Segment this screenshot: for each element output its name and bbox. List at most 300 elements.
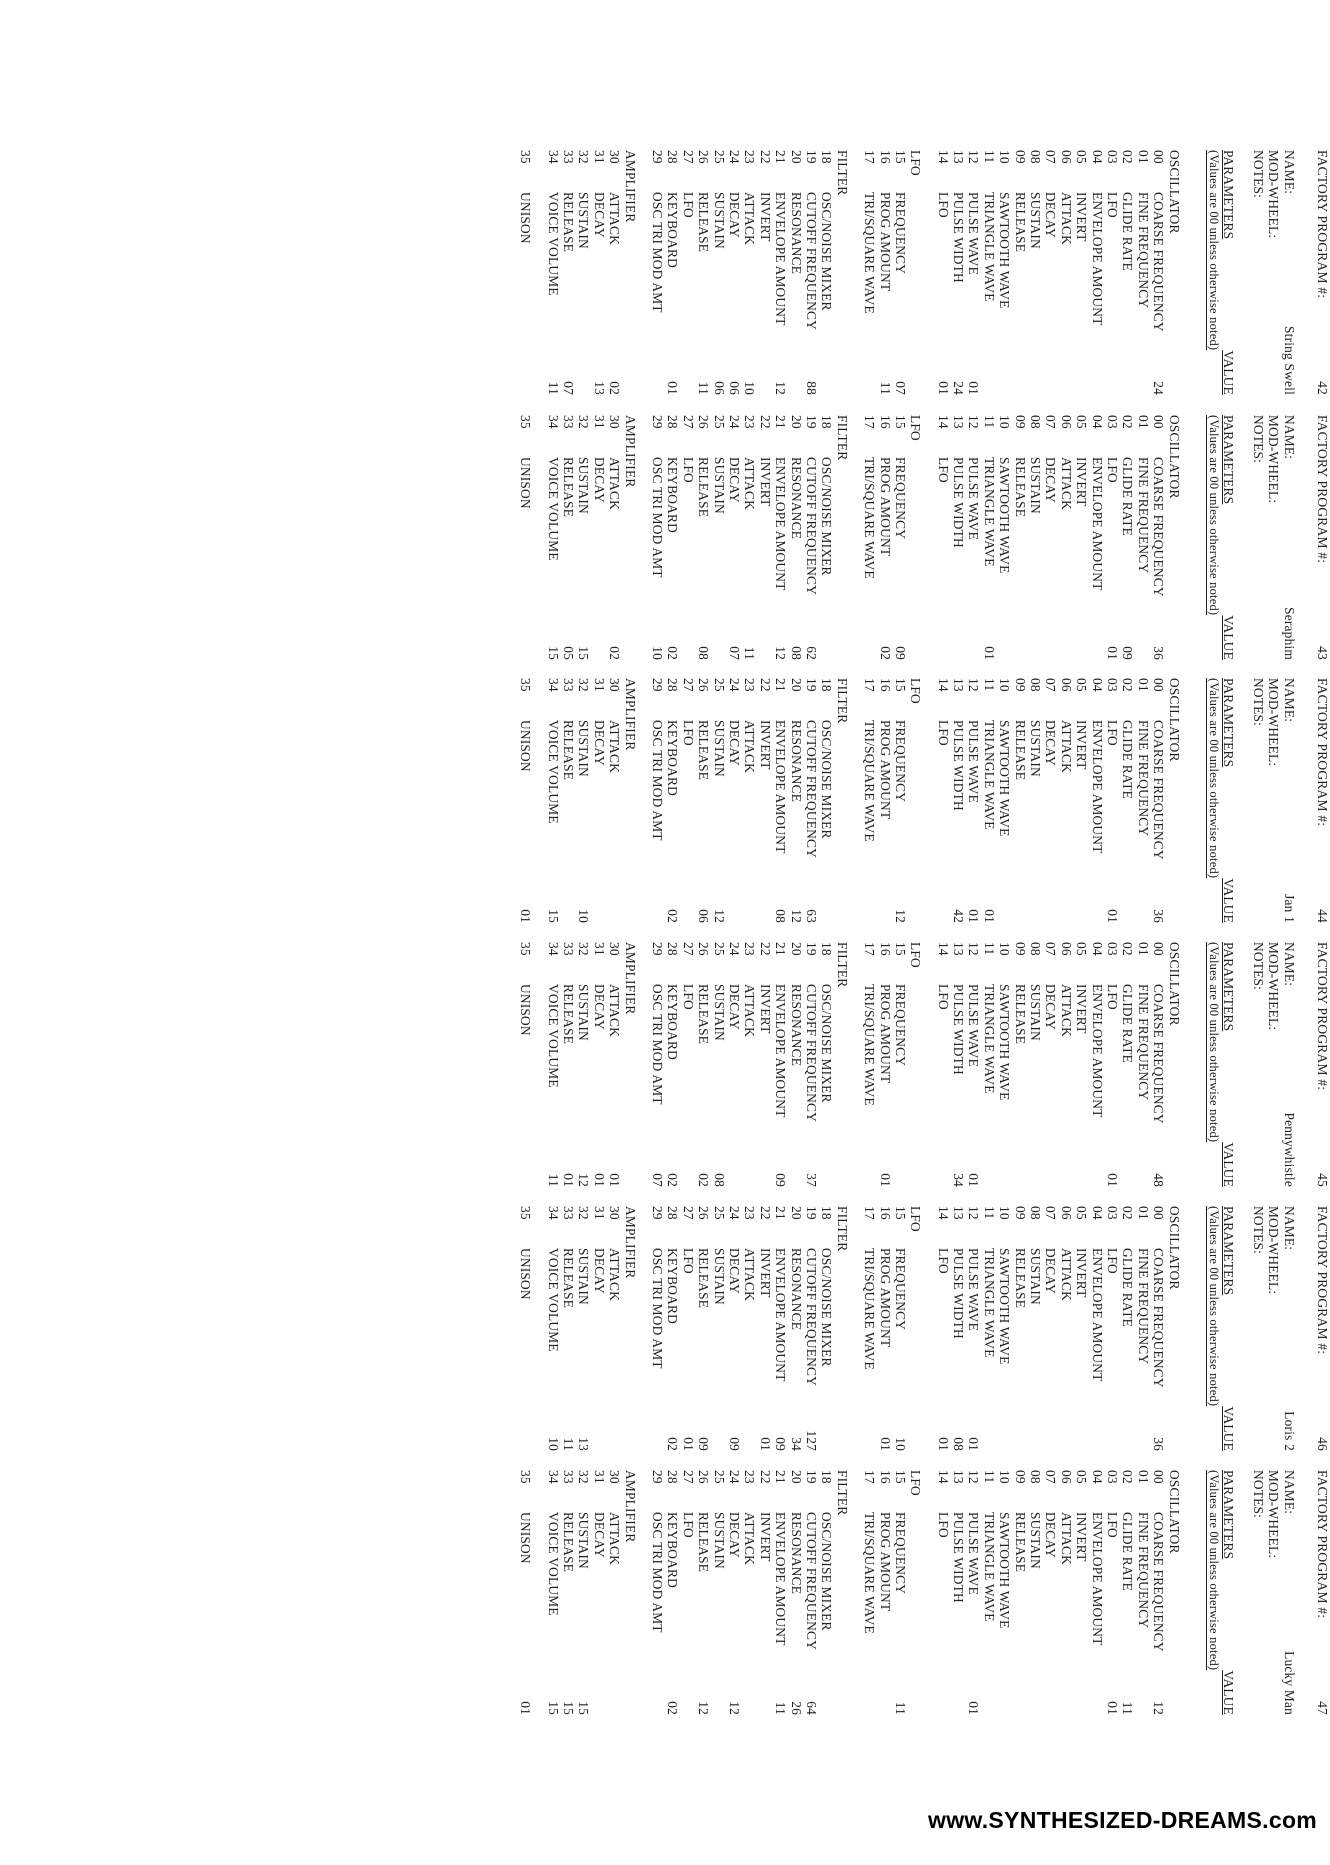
parameter-value — [1120, 1423, 1135, 1451]
parameter-name: COARSE FREQUENCY — [1151, 1512, 1167, 1652]
parameter-name: INVERT — [757, 1248, 773, 1298]
section-title — [1166, 678, 1181, 923]
parameter-name: SUSTAIN — [1028, 192, 1044, 249]
parameter-row — [1074, 678, 1089, 923]
parameter-number: 31 — [591, 415, 607, 429]
parameter-name: ATTACK — [1058, 720, 1074, 773]
parameter-number: 08 — [1028, 942, 1044, 956]
values-note-text: (Values are 00 unless otherwise noted) — [1206, 1470, 1221, 1671]
parameter-name: DECAY — [591, 720, 607, 766]
parameter-number: 12 — [966, 678, 982, 692]
parameter-name: DECAY — [727, 1512, 743, 1558]
parameter-number: 33 — [561, 415, 577, 429]
parameter-number: 17 — [862, 942, 878, 956]
parameters-header — [1221, 415, 1236, 660]
parameter-name: INVERT — [1074, 1512, 1090, 1562]
parameter-value: 02 — [665, 1437, 681, 1451]
program-label: FACTORY PROGRAM #: — [1315, 1470, 1330, 1619]
parameter-name: VOICE VOLUME — [545, 1248, 561, 1352]
values-note — [1206, 415, 1221, 660]
parameter-row — [561, 1470, 576, 1715]
parameter-value — [1043, 1159, 1058, 1187]
parameter-row — [1151, 1470, 1166, 1715]
parameter-row — [981, 415, 996, 660]
parameter-row — [1028, 150, 1043, 395]
parameter-name: RELEASE — [696, 192, 712, 253]
parameter-number: 18 — [819, 1470, 835, 1484]
section-name: AMPLIFIER — [622, 415, 638, 488]
value-label: VALUE — [1221, 878, 1237, 923]
parameter-number: 26 — [696, 942, 712, 956]
parameter-name: UNISON — [518, 192, 534, 244]
parameter-row — [696, 1470, 711, 1715]
parameter-row — [680, 1470, 695, 1715]
parameter-row — [819, 1470, 834, 1715]
parameter-name: DECAY — [591, 1248, 607, 1294]
parameter-name: RELEASE — [1012, 1512, 1028, 1573]
parameter-name: OSC/NOISE MIXER — [819, 457, 835, 576]
parameter-name: GLIDE RATE — [1120, 720, 1136, 799]
parameter-row — [1135, 415, 1150, 660]
parameter-number: 29 — [650, 415, 666, 429]
parameter-number: 09 — [1012, 415, 1028, 429]
parameter-row — [742, 150, 757, 395]
parameter-name: LFO — [935, 457, 951, 483]
parameter-value — [862, 895, 877, 923]
parameter-name: DECAY — [727, 720, 743, 766]
parameter-number: 11 — [981, 942, 997, 956]
notes-label: NOTES: — [1250, 150, 1266, 199]
parameter-number: 06 — [1058, 150, 1074, 164]
parameter-value — [1043, 1423, 1058, 1451]
parameter-name: KEYBOARD — [665, 1248, 681, 1324]
parameter-name: RELEASE — [1012, 457, 1028, 518]
program-header — [1315, 415, 1330, 660]
parameter-name: OSC/NOISE MIXER — [819, 720, 835, 839]
parameter-row — [1105, 1470, 1120, 1715]
parameter-name: RESONANCE — [788, 984, 804, 1067]
parameter-number: 35 — [518, 415, 534, 429]
parameter-value — [935, 1687, 950, 1715]
parameter-number: 15 — [892, 942, 908, 956]
parameter-value: 01 — [1105, 1173, 1120, 1187]
parameter-name: SUSTAIN — [711, 457, 727, 514]
parameter-number: 13 — [951, 678, 967, 692]
parameter-value: 36 — [1151, 909, 1167, 923]
parameter-value — [742, 1687, 757, 1715]
parameter-name: UNISON — [518, 457, 534, 509]
parameter-name: ENVELOPE AMOUNT — [1089, 720, 1105, 854]
parameter-value — [877, 895, 892, 923]
parameter-name: VOICE VOLUME — [545, 192, 561, 296]
parameter-value — [997, 632, 1012, 660]
parameter-value: 11 — [561, 1437, 577, 1451]
parameter-number: 26 — [696, 150, 712, 164]
parameter-value: 12 — [773, 646, 789, 660]
parameter-row — [561, 1206, 576, 1451]
parameter-number: 04 — [1089, 678, 1105, 692]
parameter-value: 64 — [803, 1701, 819, 1715]
parameter-value — [680, 367, 695, 395]
parameter-value: 08 — [788, 646, 804, 660]
parameter-row — [1089, 1206, 1104, 1451]
parameter-row — [545, 150, 560, 395]
parameter-number: 03 — [1105, 150, 1120, 164]
parameter-name: ENVELOPE AMOUNT — [1089, 1248, 1105, 1382]
parameter-number: 02 — [1120, 1206, 1136, 1220]
parameter-value — [742, 1423, 757, 1451]
parameter-name: UNISON — [518, 984, 534, 1036]
parameter-row — [561, 150, 576, 395]
parameter-number: 11 — [981, 678, 997, 692]
program-header — [1315, 1470, 1330, 1715]
section-gap — [923, 942, 935, 1187]
parameter-number: 35 — [518, 150, 534, 164]
parameter-name: TRIANGLE WAVE — [981, 1248, 997, 1358]
parameter-number: 12 — [966, 1470, 982, 1484]
parameter-number: 05 — [1074, 150, 1090, 164]
parameter-row — [665, 150, 680, 395]
parameter-value: 48 — [1151, 1173, 1167, 1187]
values-note — [1206, 678, 1221, 923]
parameter-number: 22 — [757, 1206, 773, 1220]
parameter-name: ATTACK — [742, 1248, 758, 1301]
section-gap — [850, 678, 862, 923]
parameter-row — [1012, 942, 1027, 1187]
parameter-row — [711, 942, 726, 1187]
parameter-value — [1074, 1159, 1089, 1187]
parameter-row — [1074, 415, 1089, 660]
section-title — [908, 415, 923, 660]
parameter-number: 01 — [1135, 678, 1151, 692]
parameter-number: 04 — [1089, 415, 1105, 429]
parameter-name: ATTACK — [1058, 1512, 1074, 1565]
parameter-number: 07 — [1043, 150, 1059, 164]
parameter-value: 12 — [711, 909, 727, 923]
parameter-name: LFO — [935, 720, 951, 746]
parameter-name: PULSE WAVE — [966, 192, 982, 275]
parameter-name: CUTOFF FREQUENCY — [803, 192, 819, 331]
parameter-number: 28 — [665, 942, 681, 956]
parameter-row — [935, 150, 950, 395]
parameter-number: 06 — [1058, 942, 1074, 956]
parameter-value — [877, 1687, 892, 1715]
parameter-name: CUTOFF FREQUENCY — [803, 1248, 819, 1387]
values-note-text: (Values are 00 unless otherwise noted) — [1206, 150, 1221, 351]
parameter-value — [607, 1423, 622, 1451]
name-row — [1281, 1470, 1296, 1715]
parameter-name: DECAY — [727, 984, 743, 1030]
parameter-row — [981, 150, 996, 395]
parameter-row — [696, 150, 711, 395]
parameter-name: COARSE FREQUENCY — [1151, 984, 1167, 1124]
parameter-value — [1089, 1423, 1104, 1451]
parameter-value: 11 — [892, 1701, 908, 1715]
notes-row — [1250, 150, 1265, 395]
parameter-value — [650, 1423, 665, 1451]
parameter-number: 16 — [877, 678, 893, 692]
parameter-value: 09 — [773, 1173, 789, 1187]
parameter-row — [1135, 678, 1150, 923]
parameter-row — [788, 942, 803, 1187]
parameter-number: 31 — [591, 678, 607, 692]
parameter-value: 01 — [1105, 646, 1120, 660]
parameter-value: 01 — [591, 1173, 607, 1187]
parameter-name: CUTOFF FREQUENCY — [803, 984, 819, 1123]
parameter-name: DECAY — [1043, 1248, 1059, 1294]
parameter-row — [804, 150, 819, 395]
parameter-name: DECAY — [591, 192, 607, 238]
parameter-number: 19 — [803, 1206, 819, 1220]
section-gap — [923, 1206, 935, 1451]
parameter-row — [665, 1470, 680, 1715]
parameter-row — [773, 150, 788, 395]
parameter-value: 63 — [803, 909, 819, 923]
parameter-name: VOICE VOLUME — [545, 984, 561, 1088]
parameter-name: LFO — [680, 1512, 696, 1538]
parameter-value — [518, 1159, 533, 1187]
parameter-number: 33 — [561, 1206, 577, 1220]
parameter-row — [1089, 942, 1104, 1187]
parameter-number: 14 — [935, 678, 951, 692]
parameter-row — [592, 415, 607, 660]
parameter-row — [1074, 942, 1089, 1187]
parameter-number: 25 — [711, 1206, 727, 1220]
parameter-row — [1135, 942, 1150, 1187]
parameter-name: SUSTAIN — [711, 1512, 727, 1569]
parameter-number: 01 — [1135, 1470, 1151, 1484]
parameter-value — [757, 1159, 772, 1187]
parameter-value — [1074, 1423, 1089, 1451]
parameter-value — [1120, 895, 1135, 923]
parameter-row — [696, 415, 711, 660]
parameter-name: ENVELOPE AMOUNT — [1089, 457, 1105, 591]
parameter-number: 35 — [518, 942, 534, 956]
parameter-row — [1058, 678, 1073, 923]
parameter-name: FREQUENCY — [892, 720, 908, 803]
parameter-name: SUSTAIN — [576, 1512, 592, 1569]
parameter-name: ATTACK — [607, 457, 623, 510]
parameter-row — [711, 1470, 726, 1715]
section-name: OSCILLATOR — [1166, 1206, 1182, 1290]
parameter-number: 07 — [1043, 415, 1059, 429]
parameter-row — [1151, 150, 1166, 395]
parameter-value — [819, 895, 834, 923]
section-title — [908, 942, 923, 1187]
parameter-number: 30 — [607, 678, 623, 692]
section-name: FILTER — [834, 415, 850, 461]
parameter-name: PULSE WIDTH — [951, 1248, 967, 1339]
parameter-value — [518, 1423, 533, 1451]
parameter-value — [592, 632, 607, 660]
parameter-name: RELEASE — [696, 720, 712, 781]
parameter-number: 09 — [1012, 678, 1028, 692]
parameter-row — [935, 1206, 950, 1451]
parameter-row — [650, 1470, 665, 1715]
parameter-number: 32 — [576, 1206, 592, 1220]
parameter-row — [545, 415, 560, 660]
parameter-number: 12 — [966, 415, 982, 429]
parameter-value — [981, 1687, 996, 1715]
mod-wheel-label: MOD-WHEEL: — [1266, 678, 1282, 767]
parameter-name: DECAY — [1043, 720, 1059, 766]
parameter-number: 16 — [877, 150, 893, 164]
parameter-number: 26 — [696, 678, 712, 692]
parameter-value: 01 — [680, 1437, 696, 1451]
parameter-name: RELEASE — [696, 1248, 712, 1309]
parameter-value — [981, 367, 996, 395]
program-number: 44 — [1315, 909, 1330, 923]
parameter-row — [1120, 1206, 1135, 1451]
program-header — [1315, 1206, 1330, 1451]
parameters-header — [1221, 1206, 1236, 1451]
section-gap — [923, 150, 935, 395]
parameter-name: VOICE VOLUME — [545, 720, 561, 824]
parameter-row — [893, 678, 908, 923]
parameter-name: UNISON — [518, 720, 534, 772]
parameter-value — [711, 1687, 726, 1715]
parameter-name: ATTACK — [742, 1512, 758, 1565]
parameter-name: TRIANGLE WAVE — [981, 1512, 997, 1622]
parameter-row — [607, 1206, 622, 1451]
parameter-number: 23 — [742, 678, 758, 692]
parameter-number: 12 — [966, 942, 982, 956]
parameter-value — [1135, 1159, 1150, 1187]
parameter-row — [1105, 415, 1120, 660]
parameter-row — [711, 1206, 726, 1451]
parameter-number: 29 — [650, 150, 666, 164]
parameter-row — [935, 678, 950, 923]
parameter-name: SUSTAIN — [576, 1248, 592, 1305]
parameter-number: 23 — [742, 150, 758, 164]
parameter-row — [862, 942, 877, 1187]
parameter-row — [1028, 942, 1043, 1187]
program-sheet — [380, 1206, 1330, 1451]
parameter-value — [1074, 367, 1089, 395]
parameter-number: 15 — [892, 415, 908, 429]
parameter-row — [757, 1470, 772, 1715]
parameter-row — [680, 150, 695, 395]
parameter-number: 07 — [1043, 1470, 1059, 1484]
parameter-value — [862, 632, 877, 660]
parameter-value: 12 — [788, 909, 804, 923]
parameter-value — [1058, 895, 1073, 923]
parameter-number: 34 — [545, 150, 561, 164]
parameter-name: LFO — [935, 1248, 951, 1274]
parameter-name: SUSTAIN — [576, 457, 592, 514]
parameters-label: PARAMETERS — [1221, 678, 1237, 768]
section-title — [622, 678, 637, 923]
parameter-name: ENVELOPE AMOUNT — [773, 984, 789, 1118]
parameter-number: 31 — [591, 1206, 607, 1220]
program-header — [1315, 942, 1330, 1187]
parameter-row — [727, 1206, 742, 1451]
parameter-value: 36 — [1151, 646, 1167, 660]
mod-wheel-label: MOD-WHEEL: — [1266, 150, 1282, 239]
parameter-number: 13 — [951, 1206, 967, 1220]
section-gap — [850, 1470, 862, 1715]
parameter-name: OSC TRI MOD AMT — [650, 192, 666, 313]
parameter-name: PULSE WAVE — [966, 457, 982, 540]
parameter-number: 32 — [576, 942, 592, 956]
parameter-number: 26 — [696, 1206, 712, 1220]
parameter-number: 31 — [591, 1470, 607, 1484]
parameter-value — [1089, 367, 1104, 395]
section-name: FILTER — [834, 942, 850, 988]
parameter-value: 09 — [727, 1437, 743, 1451]
parameter-number: 25 — [711, 415, 727, 429]
parameter-name: RELEASE — [1012, 192, 1028, 253]
parameter-name: TRIANGLE WAVE — [981, 192, 997, 302]
parameter-name: DECAY — [591, 984, 607, 1030]
name-label: NAME: — [1281, 1470, 1297, 1515]
program-label: FACTORY PROGRAM #: — [1315, 150, 1330, 299]
parameter-value: 01 — [665, 381, 681, 395]
parameter-row — [650, 1206, 665, 1451]
parameter-value: 01 — [877, 1437, 893, 1451]
parameter-name: SAWTOOTH WAVE — [997, 1248, 1013, 1365]
parameter-value: 07 — [727, 646, 743, 660]
parameter-number: 08 — [1028, 150, 1044, 164]
parameter-row — [711, 415, 726, 660]
section-gap — [533, 1470, 545, 1715]
section-name: FILTER — [834, 678, 850, 724]
parameter-row — [592, 942, 607, 1187]
mod-wheel-row — [1266, 942, 1281, 1187]
parameter-row — [862, 150, 877, 395]
parameter-name: RELEASE — [561, 720, 577, 781]
parameter-number: 25 — [711, 678, 727, 692]
section-gap — [1182, 1470, 1194, 1715]
parameter-value: 02 — [665, 1173, 681, 1187]
parameter-number: 29 — [650, 1206, 666, 1220]
program-label: FACTORY PROGRAM #: — [1315, 1206, 1330, 1355]
program-number: 42 — [1315, 381, 1330, 395]
parameter-name: DECAY — [727, 192, 743, 238]
parameter-number: 05 — [1074, 415, 1090, 429]
parameter-number: 04 — [1089, 1470, 1105, 1484]
parameter-row — [1105, 1206, 1120, 1451]
parameter-number: 05 — [1074, 1206, 1090, 1220]
parameter-name: VOICE VOLUME — [545, 1512, 561, 1616]
parameter-value: 08 — [711, 1173, 727, 1187]
section-name: LFO — [908, 150, 924, 176]
parameter-name: SAWTOOTH WAVE — [997, 720, 1013, 837]
parameter-name: PROG AMOUNT — [877, 1512, 893, 1612]
parameter-name: SUSTAIN — [1028, 457, 1044, 514]
parameter-value: 07 — [892, 381, 908, 395]
parameter-value: 02 — [877, 646, 893, 660]
parameter-row — [966, 150, 981, 395]
section-gap — [638, 1206, 650, 1451]
parameter-name: SAWTOOTH WAVE — [997, 984, 1013, 1101]
parameter-name: GLIDE RATE — [1120, 192, 1136, 271]
document-page — [350, 150, 1330, 1750]
parameter-name: FINE FREQUENCY — [1135, 192, 1151, 309]
parameter-row — [1151, 1206, 1166, 1451]
parameter-number: 08 — [1028, 1206, 1044, 1220]
section-name: LFO — [908, 415, 924, 441]
parameter-value: 26 — [788, 1701, 804, 1715]
parameter-row — [935, 415, 950, 660]
parameter-value: 09 — [773, 1437, 789, 1451]
parameter-value — [935, 895, 950, 923]
program-name: Lucky Man — [1281, 1651, 1297, 1715]
parameter-number: 23 — [742, 942, 758, 956]
program-sheet — [380, 678, 1330, 923]
parameter-row — [788, 1206, 803, 1451]
parameter-number: 18 — [819, 150, 835, 164]
